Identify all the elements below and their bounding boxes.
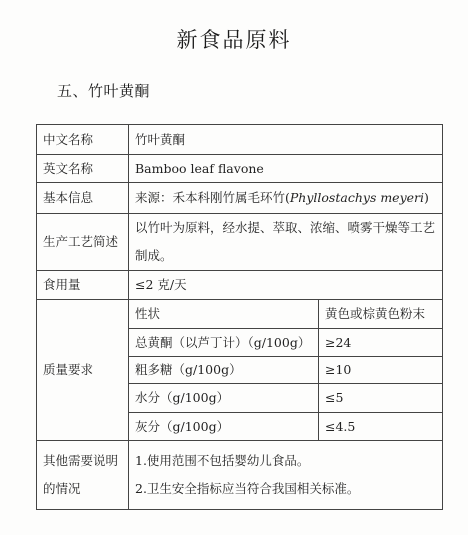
quality-item: 总黄酮（以芦丁计）（g/100g） bbox=[129, 329, 319, 357]
section-heading: 五、竹叶黄酮 bbox=[57, 82, 151, 100]
table-row-basic-info bbox=[37, 183, 443, 214]
latin-species-name: Phyllostachys meyeri bbox=[289, 190, 425, 206]
quality-spec: ≤4.5 bbox=[319, 413, 443, 441]
other-notes-label-line2: 的情况 bbox=[43, 481, 81, 496]
quality-row-appearance bbox=[37, 300, 443, 329]
table-row-english-name bbox=[37, 155, 443, 183]
table-row-process bbox=[37, 214, 443, 271]
other-notes-content bbox=[129, 441, 443, 510]
basic-info-label: 基本信息 bbox=[37, 183, 129, 214]
document-title: 新食品原料 bbox=[176, 28, 292, 52]
english-name-label: 英文名称 bbox=[37, 155, 129, 183]
chinese-name-label: 中文名称 bbox=[37, 125, 129, 155]
ingredient-spec-table bbox=[36, 124, 443, 510]
table-row-intake bbox=[37, 271, 443, 300]
other-notes-label-line1: 其他需要说明 bbox=[43, 453, 119, 468]
quality-item: 灰分（g/100g） bbox=[129, 413, 319, 441]
intake-label: 食用量 bbox=[37, 271, 129, 300]
process-label: 生产工艺简述 bbox=[37, 214, 129, 271]
chinese-name-value: 竹叶黄酮 bbox=[129, 125, 443, 155]
quality-spec: 黄色或棕黄色粉末 bbox=[319, 300, 443, 329]
intake-value: ≤2 克/天 bbox=[129, 271, 443, 300]
quality-spec: ≥10 bbox=[319, 357, 443, 384]
other-notes-label bbox=[37, 441, 129, 510]
table-row-other-notes bbox=[37, 441, 443, 510]
table-row-chinese-name bbox=[37, 125, 443, 155]
source-prefix: 来源：禾本科刚竹属毛环竹( bbox=[135, 190, 290, 206]
quality-item: 粗多糖（g/100g） bbox=[129, 357, 319, 384]
process-description: 以竹叶为原料，经水提、萃取、浓缩、喷雾干燥等工艺制成。 bbox=[129, 214, 443, 271]
basic-info-value bbox=[129, 183, 443, 214]
note-item: 1.使用范围不包括婴幼儿食品。 bbox=[135, 453, 310, 468]
quality-item: 性状 bbox=[129, 300, 319, 329]
quality-spec: ≤5 bbox=[319, 384, 443, 413]
english-name-value: Bamboo leaf flavone bbox=[129, 155, 443, 183]
quality-label: 质量要求 bbox=[37, 300, 129, 441]
source-suffix: ) bbox=[424, 190, 429, 206]
quality-spec: ≥24 bbox=[319, 329, 443, 357]
quality-item: 水分（g/100g） bbox=[129, 384, 319, 413]
note-item: 2.卫生安全指标应当符合我国相关标准。 bbox=[135, 481, 360, 496]
